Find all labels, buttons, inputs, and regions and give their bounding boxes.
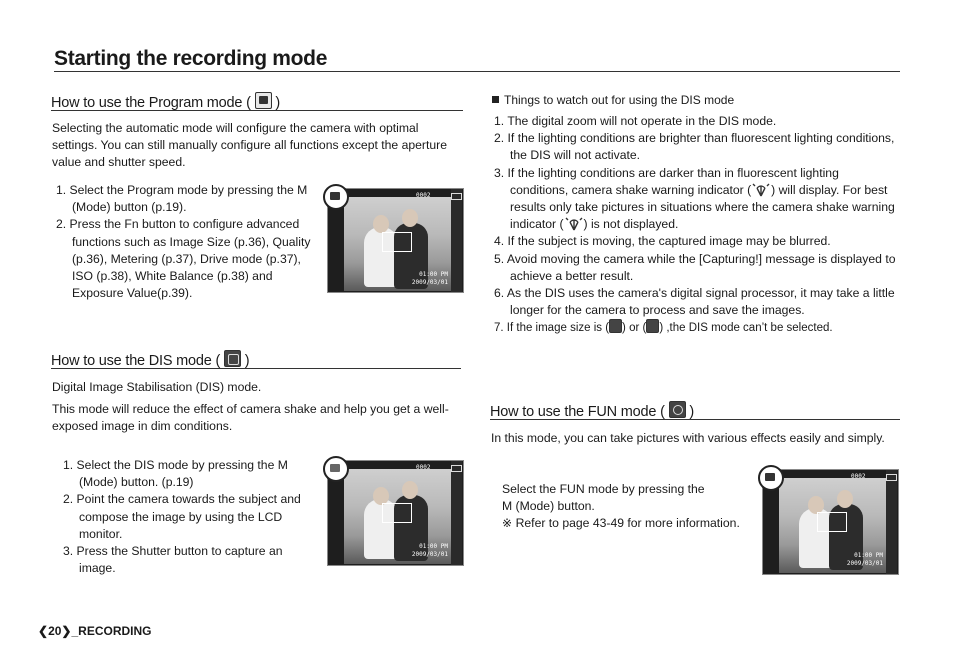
dis-lcd-preview [327, 460, 464, 566]
dis-note-1: 1. The digital zoom will not operate in the DIS mode. [494, 114, 777, 128]
camera-shake-warning-icon [564, 217, 584, 231]
fun-heading-text: How to use the FUN mode ( [490, 404, 665, 420]
camera-shake-warning-icon [751, 183, 771, 197]
program-steps [56, 182, 318, 302]
square-bullet-icon [492, 96, 499, 103]
shot-counter: 0002 [416, 192, 431, 199]
chevron-left-icon: ❮ [38, 624, 49, 638]
lcd-date: 2009/03/01 [411, 279, 448, 286]
dis-step-3: 3. Press the Shutter button to capture an image. [63, 544, 283, 576]
page-number: 20 [48, 624, 62, 638]
program-lcd-preview [327, 188, 464, 293]
dis-mode-icon [224, 350, 241, 367]
image-size-icon [646, 319, 659, 333]
footer-section: _RECORDING [71, 624, 152, 638]
program-intro: Selecting the automatic mode will configure the camera with optimal settings. You can still manually configure all functions except the aperture value and shutter speed. [52, 121, 447, 169]
fun-mode-indicator-icon [758, 465, 784, 491]
dis-intro-2: This mode will reduce the effect of camera shake and help you get a well-exposed image in dim conditions. [52, 402, 449, 433]
focus-frame [817, 512, 847, 532]
lcd-time: 01:00 PM [854, 552, 883, 559]
program-mode-indicator-icon [323, 184, 349, 210]
dis-note-4: 4. If the subject is moving, the captured image may be blurred. [494, 234, 831, 249]
dis-steps [63, 457, 319, 577]
title-divider [54, 71, 900, 72]
fun-lcd-preview [762, 469, 899, 575]
focus-frame [382, 232, 412, 252]
program-step-2: 2. Press the Fn button to configure advanced functions such as Image Size (p.36), Quality (p.36), Metering (p.37), Drive mode (p.37), ISO (p.38), White Balance (p.38) and Exposure Value(p.39). [56, 217, 311, 301]
dis-step-2: 2. Point the camera towards the subject and compose the image by using the LCD monitor. [63, 492, 301, 541]
dis-heading [51, 350, 249, 369]
program-step-1: 1. Select the Program mode by pressing the M (Mode) button (p.19). [56, 183, 308, 215]
dis-note-3: 3. If the lighting conditions are darker than in fluorescent lighting conditions, camera shake warning indicator ( ) will display. For best results only take pictures in situations where the camera shake warning indicator ( ) is not displayed. [494, 165, 895, 232]
dis-note-2: 2. If the lighting conditions are brighter than fluorescent lighting conditions, the DIS will not activate. [494, 131, 895, 163]
fun-step-line-1: Select the FUN mode by pressing the [502, 482, 705, 496]
shot-counter: 0002 [851, 473, 866, 480]
dis-intro-1: Digital Image Stabilisation (DIS) mode. [52, 380, 262, 394]
fun-note: ※ Refer to page 43-49 for more information. [502, 516, 740, 530]
image-size-icon [609, 319, 622, 333]
fun-heading-close: ) [689, 404, 695, 420]
page-footer [38, 624, 152, 638]
lcd-time: 01:00 PM [419, 543, 448, 550]
lcd-date: 2009/03/01 [411, 551, 448, 558]
fun-intro: In this mode, you can take pictures with various effects easily and simply. [491, 431, 885, 445]
lcd-date: 2009/03/01 [846, 560, 883, 567]
dis-heading-close: ) [244, 353, 250, 369]
fun-divider [490, 419, 900, 420]
focus-frame [382, 503, 412, 523]
program-heading-text: How to use the Program mode ( [51, 95, 251, 111]
dis-note-7: 7. If the image size is ( ) or ( ) ,the DIS mode can’t be selected. [494, 319, 899, 337]
program-mode-icon [255, 92, 272, 109]
dis-notes-heading: Things to watch out for using the DIS mode [492, 92, 734, 109]
program-divider [51, 110, 463, 111]
fun-heading [490, 401, 694, 420]
page-title: Starting the recording mode [54, 47, 328, 70]
dis-note-5: 5. Avoid moving the camera while the [Capturing!] message is displayed to achieve a better result. [494, 251, 896, 283]
fun-steps [502, 481, 754, 532]
lcd-time: 01:00 PM [419, 271, 448, 278]
dis-heading-text: How to use the DIS mode ( [51, 353, 221, 369]
dis-mode-indicator-icon [323, 456, 349, 482]
chevron-right-icon: ❯ [61, 624, 72, 638]
fun-step-line-2: M (Mode) button. [502, 499, 595, 513]
dis-divider [51, 368, 461, 369]
program-heading-close: ) [275, 95, 281, 111]
dis-note-6: 6. As the DIS uses the camera's digital signal processor, it may take a little longer for the camera to process and save the images. [494, 286, 895, 318]
fun-mode-icon [669, 401, 686, 418]
dis-step-1: 1. Select the DIS mode by pressing the M (Mode) button. (p.19) [63, 458, 288, 490]
shot-counter: 0002 [416, 464, 431, 471]
program-heading [51, 92, 280, 111]
dis-notes-list [494, 113, 899, 338]
